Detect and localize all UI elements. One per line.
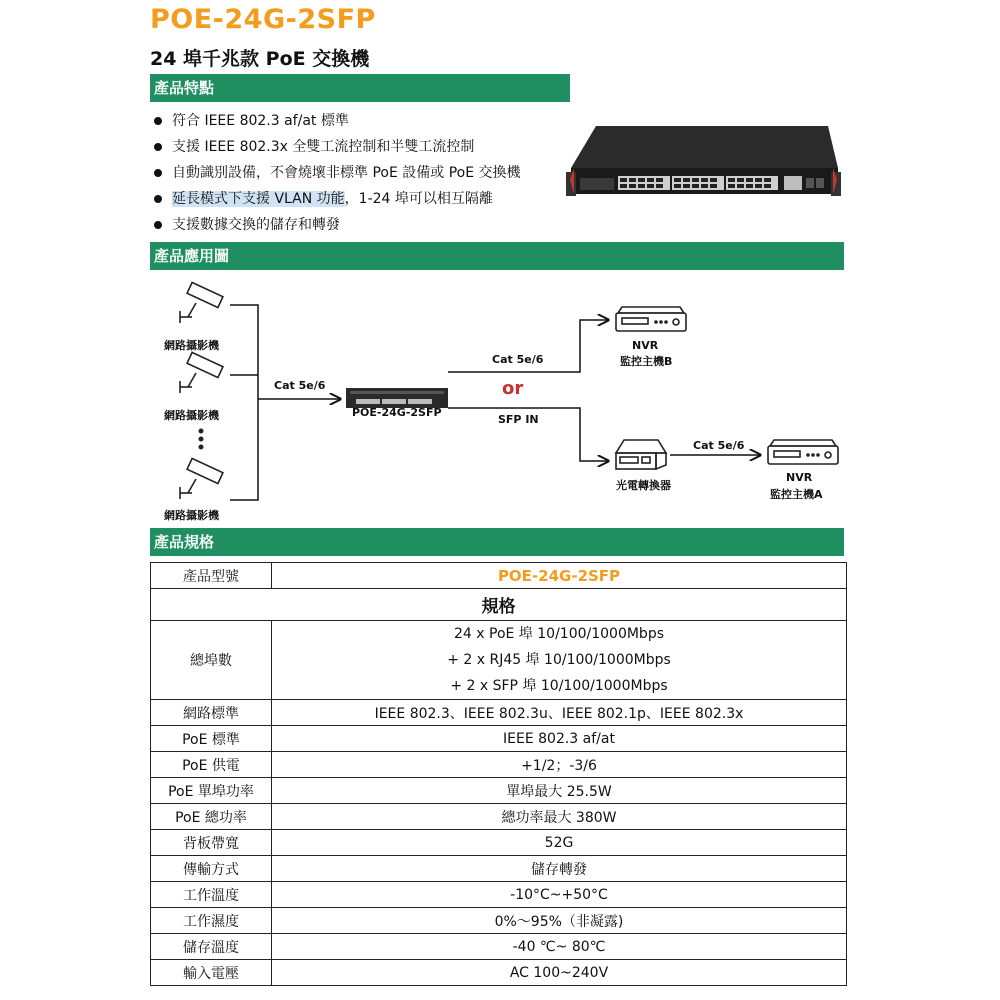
table-row bbox=[151, 700, 847, 726]
nvr-a-subtitle: 監控主機A bbox=[770, 488, 823, 501]
spec-key: PoE 標準 bbox=[151, 726, 272, 752]
sfp-in-label: SFP IN bbox=[498, 413, 539, 426]
spec-value: 單埠最大 25.5W bbox=[272, 778, 847, 804]
table-row bbox=[151, 752, 847, 778]
cable-label: Cat 5e/6 bbox=[492, 353, 544, 366]
spec-value: -10°C~+50°C bbox=[272, 882, 847, 908]
spec-key: 產品型號 bbox=[151, 563, 272, 589]
table-row bbox=[151, 778, 847, 804]
spec-heading: 規格 bbox=[151, 589, 847, 621]
spec-key: 工作溫度 bbox=[151, 882, 272, 908]
feature-item: 自動識別設備，不會燒壞非標準 PoE 設備或 PoE 交換機 bbox=[150, 160, 590, 186]
camera-label: 網路攝影機 bbox=[164, 409, 219, 422]
section-header-diagram: 產品應用圖 bbox=[150, 242, 844, 270]
table-row bbox=[151, 960, 847, 986]
spec-value-ports bbox=[272, 621, 847, 700]
page-title: POE-24G-2SFP bbox=[150, 4, 376, 35]
spec-table bbox=[150, 562, 847, 986]
feature-item: 符合 IEEE 802.3 af/at 標準 bbox=[150, 108, 590, 134]
spec-key: 傳輸方式 bbox=[151, 856, 272, 882]
table-row bbox=[151, 804, 847, 830]
camera-icon bbox=[180, 352, 223, 393]
spec-value: IEEE 802.3 af/at bbox=[272, 726, 847, 752]
spec-value: 儲存轉發 bbox=[272, 856, 847, 882]
switch-icon bbox=[346, 388, 448, 408]
table-row bbox=[151, 882, 847, 908]
diagram-lines bbox=[150, 275, 850, 525]
camera-label: 網路攝影機 bbox=[164, 509, 219, 522]
table-row bbox=[151, 830, 847, 856]
table-row bbox=[151, 856, 847, 882]
table-row bbox=[151, 621, 847, 700]
feature-item-rest: ，1-24 埠可以相互隔離 bbox=[344, 191, 493, 207]
nvr-a-icon bbox=[768, 440, 838, 464]
spec-value: IEEE 802.3、IEEE 802.3u、IEEE 802.1p、IEEE 802.3x bbox=[272, 700, 847, 726]
port-line: 24 x PoE 埠 10/100/1000Mbps bbox=[454, 626, 664, 642]
spec-value: -40 ℃~ 80℃ bbox=[272, 934, 847, 960]
spec-key: 背板帶寬 bbox=[151, 830, 272, 856]
feature-list bbox=[150, 108, 590, 238]
nvr-a-title: NVR bbox=[786, 471, 813, 484]
camera-icon bbox=[180, 458, 223, 499]
camera-label: 網路攝影機 bbox=[164, 339, 219, 352]
camera-icon bbox=[180, 282, 223, 323]
table-row bbox=[151, 589, 847, 621]
switch-label: POE-24G-2SFP bbox=[352, 406, 442, 419]
application-diagram bbox=[150, 275, 850, 525]
feature-item-vlan bbox=[150, 186, 590, 212]
page-subtitle: 24 埠千兆款 PoE 交換機 bbox=[150, 48, 370, 70]
spec-value: +1/2；-3/6 bbox=[272, 752, 847, 778]
converter-label: 光電轉換器 bbox=[616, 479, 671, 492]
section-header-specs: 產品規格 bbox=[150, 528, 844, 556]
spec-value: 52G bbox=[272, 830, 847, 856]
ellipsis-dots bbox=[199, 429, 204, 450]
spec-key: 網路標準 bbox=[151, 700, 272, 726]
table-row bbox=[151, 563, 847, 589]
spec-model-value: POE-24G-2SFP bbox=[272, 563, 847, 589]
or-label: or bbox=[502, 378, 524, 399]
table-row bbox=[151, 726, 847, 752]
spec-key: 工作濕度 bbox=[151, 908, 272, 934]
cable-label: Cat 5e/6 bbox=[274, 379, 326, 392]
highlighted-text: 延長模式下支援 VLAN 功能 bbox=[172, 191, 345, 207]
nvr-b-title: NVR bbox=[632, 339, 659, 352]
port-line: + 2 x RJ45 埠 10/100/1000Mbps bbox=[447, 652, 671, 668]
spec-key: PoE 供電 bbox=[151, 752, 272, 778]
table-row bbox=[151, 934, 847, 960]
port-line: + 2 x SFP 埠 10/100/1000Mbps bbox=[450, 678, 668, 694]
switch-product-image bbox=[566, 118, 841, 203]
cable-label: Cat 5e/6 bbox=[693, 439, 745, 452]
feature-item: 支援 IEEE 802.3x 全雙工流控制和半雙工流控制 bbox=[150, 134, 590, 160]
media-converter-icon bbox=[616, 440, 666, 469]
spec-key: PoE 單埠功率 bbox=[151, 778, 272, 804]
spec-key: 儲存溫度 bbox=[151, 934, 272, 960]
spec-value: 0%～95%（非凝露) bbox=[272, 908, 847, 934]
nvr-b-subtitle: 監控主機B bbox=[620, 355, 673, 368]
spec-key: 輸入電壓 bbox=[151, 960, 272, 986]
table-row bbox=[151, 908, 847, 934]
spec-key: 總埠數 bbox=[151, 621, 272, 700]
section-header-features: 產品特點 bbox=[150, 74, 570, 102]
nvr-b-icon bbox=[616, 307, 686, 331]
spec-value: AC 100~240V bbox=[272, 960, 847, 986]
feature-item: 支援數據交換的儲存和轉發 bbox=[150, 212, 590, 238]
spec-key: PoE 總功率 bbox=[151, 804, 272, 830]
spec-value: 總功率最大 380W bbox=[272, 804, 847, 830]
